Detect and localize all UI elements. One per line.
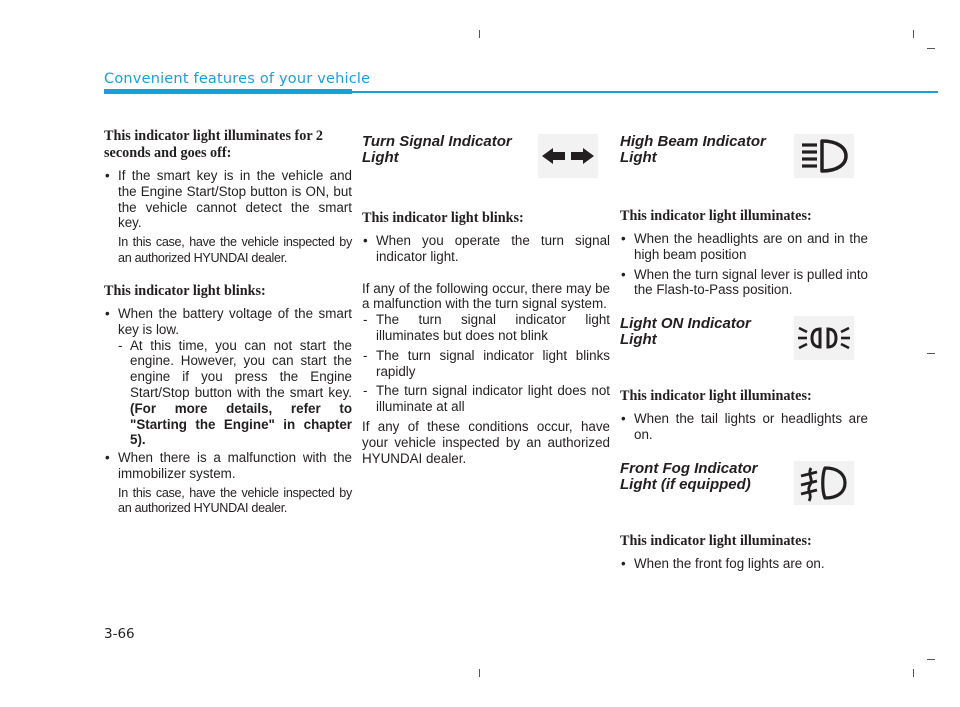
- dash-text: The turn signal indicator light blinks rapidly: [376, 347, 610, 379]
- section-light-on: [620, 316, 868, 388]
- subheading-illuminates: This indicator light illuminates:: [620, 532, 812, 549]
- note-text: In this case, have the vehicle inspected by an authorized HYUNDAI dealer.: [118, 235, 352, 265]
- crop-mark: [927, 48, 935, 49]
- subheading-blinks: This indicator light blinks:: [104, 283, 266, 299]
- paragraph: If any of these conditions occur, have your vehicle inspected by an authorized HYUNDAI dealer.: [362, 418, 610, 466]
- heading-turn-signal: Turn Signal Indicator Light: [362, 133, 512, 166]
- crop-mark: [927, 353, 935, 354]
- crop-mark: [479, 30, 480, 38]
- section-header-title: Convenient features of your vehicle: [104, 71, 371, 87]
- heading-front-fog: Front Fog Indicator Light (if equipped): [620, 459, 758, 493]
- note-text: In this case, have the vehicle inspected by an authorized HYUNDAI dealer.: [118, 485, 352, 516]
- bullet-item: • When the tail lights or headlights are on.: [620, 411, 868, 443]
- dash-text: The turn signal indicator light does not illuminate at all: [376, 383, 610, 415]
- crop-mark: [927, 659, 935, 660]
- dash-item: [362, 348, 610, 380]
- dash-mark: -: [363, 312, 368, 328]
- dash-mark: -: [118, 337, 123, 353]
- column-smart-key-indicator: [104, 128, 352, 517]
- front-fog-light-icon: [794, 461, 854, 505]
- header-bar: [104, 89, 352, 94]
- dash-text: The turn signal indicator light illuminates but does not blink: [376, 312, 610, 343]
- subheading-blinks: This indicator light blinks:: [362, 210, 524, 226]
- bullet-item: • When you operate the turn signal indicator light.: [362, 233, 610, 265]
- bullet-item: • When the front fog lights are on.: [620, 556, 868, 572]
- turn-signal-arrows-icon: [538, 134, 598, 178]
- section-high-beam: [620, 128, 868, 208]
- subheading-illuminates: This indicator light illuminates:: [620, 208, 812, 224]
- crop-mark: [479, 669, 480, 677]
- dash-mark: -: [363, 383, 368, 399]
- high-beam-icon: [794, 134, 854, 178]
- dash-item: [104, 338, 352, 449]
- subheading-illuminates-2s: This indicator light illuminates for 2 seconds and goes off:: [104, 128, 324, 161]
- heading-light-on: Light ON Indicator Light: [620, 315, 751, 349]
- dash-text: At this time, you can not start the engine. However, you can start the engine if you press the Engine Start/Stop button with the smart key.: [130, 337, 352, 400]
- subheading-illuminates: This indicator light illuminates:: [620, 388, 812, 405]
- bullet-item: • When the battery voltage of the smart key is low.: [104, 306, 352, 338]
- column-lighting-indicators: [620, 128, 868, 572]
- header-rule: [352, 91, 938, 93]
- heading-high-beam: High Beam Indicator Light: [620, 133, 766, 166]
- bullet-item: • When there is a malfunction with the immobilizer system.: [104, 450, 352, 482]
- dash-mark: -: [363, 347, 368, 363]
- tail-lights-icon: [794, 316, 854, 360]
- section-front-fog: [620, 461, 868, 533]
- dash-bold-reference: (For more details, refer to "Starting the Engine" in chapter 5).: [130, 400, 352, 448]
- bullet-item: • When the headlights are on and in the high beam position: [620, 231, 868, 263]
- dash-item: [362, 312, 610, 344]
- dash-item: [362, 383, 610, 415]
- crop-mark: [913, 30, 914, 38]
- column-turn-signal: [362, 128, 610, 466]
- crop-mark: [913, 669, 914, 677]
- page-number: 3-66: [104, 626, 135, 642]
- bullet-item: • If the smart key is in the vehicle and the Engine Start/Stop button is ON, but the vehicle cannot detect the smart key.: [104, 168, 352, 231]
- paragraph: If any of the following occur, there may be a malfunction with the turn signal system.: [362, 280, 610, 312]
- bullet-item: • When the turn signal lever is pulled into the Flash-to-Pass position.: [620, 267, 868, 299]
